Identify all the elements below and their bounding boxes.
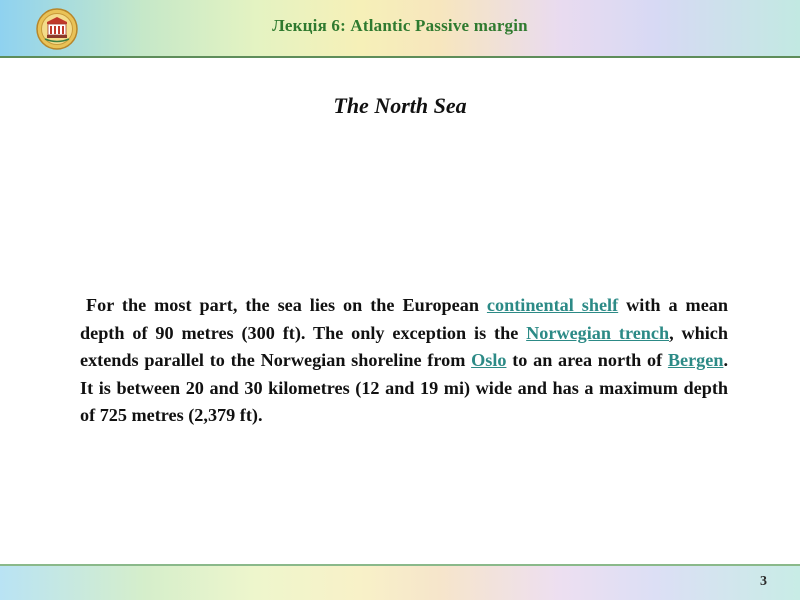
- body-paragraph: [80, 292, 728, 430]
- paragraph-text: For the most part, the sea lies on the European: [86, 295, 487, 315]
- page-title: The North Sea: [333, 93, 467, 118]
- paragraph-text: , which extends parallel to the Norwegian shoreline from: [80, 322, 728, 370]
- paragraph-text: with a mean depth of 90 metres (300 ft). The only exception is the: [80, 295, 728, 343]
- link-bergen[interactable]: Bergen: [667, 350, 724, 370]
- link-oslo[interactable]: Oslo: [471, 350, 507, 370]
- paragraph-text: to an area north of: [506, 350, 668, 370]
- header-bar: [0, 0, 800, 58]
- header-title: Лекція 6: Atlantic Passive margin: [272, 16, 528, 35]
- page-number: 3: [760, 574, 767, 589]
- link-continental-shelf[interactable]: continental shelf: [486, 295, 619, 315]
- link-norwegian-trench[interactable]: Norwegian trench: [526, 322, 670, 343]
- paragraph-text: . It is between 20 and 30 kilometres (12 and 19 mi) wide and has a maximum depth of 725 metres (2,379 ft).: [80, 350, 728, 425]
- footer-bar: [0, 564, 800, 600]
